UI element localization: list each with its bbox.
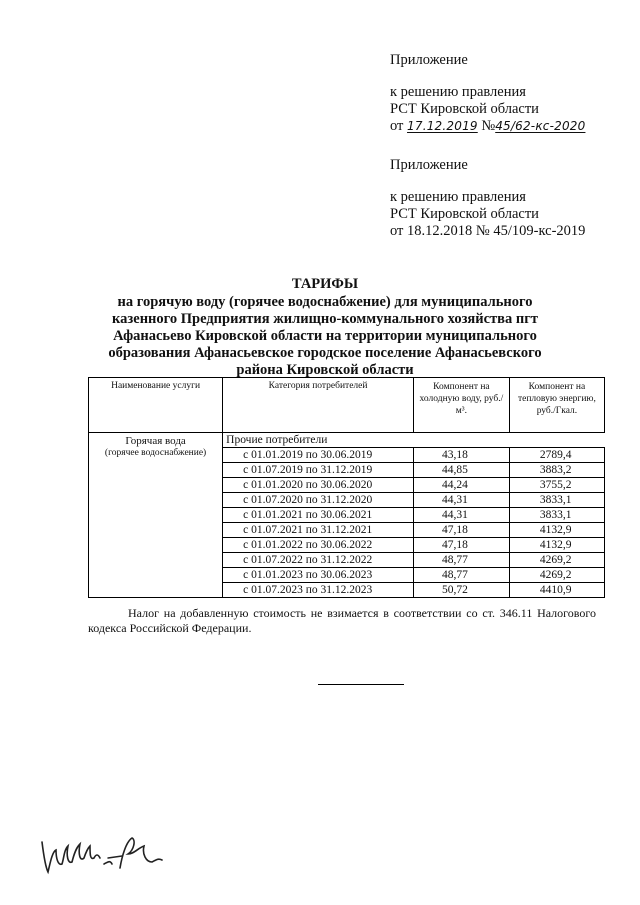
service-name: Горячая вода (125, 435, 186, 447)
service-name-cell (89, 433, 223, 598)
header-heat: Компонент на тепловую энергию, руб./Гкал. (509, 378, 604, 433)
rate-period: с 01.07.2023 по 31.12.2023 (223, 583, 414, 598)
signature-handwritten (38, 828, 168, 878)
rate-cold-water: 50,72 (413, 583, 509, 598)
rate-cold-water: 44,31 (413, 493, 509, 508)
rate-heat: 3833,1 (509, 493, 604, 508)
rate-cold-water: 43,18 (413, 448, 509, 463)
title-line: Афанасьево Кировской области на территории муниципального (113, 328, 537, 344)
rate-period: с 01.01.2021 по 30.06.2021 (223, 508, 414, 523)
rate-cold-water: 47,18 (413, 523, 509, 538)
rate-period: с 01.01.2023 по 30.06.2023 (223, 568, 414, 583)
rate-period: с 01.07.2020 по 31.12.2020 (223, 493, 414, 508)
rate-heat: 3833,1 (509, 508, 604, 523)
header-category: Категория потребителей (223, 378, 414, 433)
rate-period: с 01.07.2019 по 31.12.2019 (223, 463, 414, 478)
header-service: Наименование услуги (89, 378, 223, 433)
handwritten-date: 17.12.2019 (407, 119, 478, 133)
rate-period: с 01.01.2020 по 30.06.2020 (223, 478, 414, 493)
date-prefix: от (390, 118, 404, 134)
vat-note: Налог на добавленную стоимость не взимается в соответствии со ст. 346.11 Налогового кодекса Российской Федерации. (88, 606, 596, 635)
appendix-original-line2: РСТ Кировской области (390, 206, 539, 222)
rate-cold-water: 44,85 (413, 463, 509, 478)
document-title (80, 276, 570, 379)
title-line: образования Афанасьевское городское поселение Афанасьевского (108, 345, 542, 361)
service-subname: (горячее водоснабжение) (104, 448, 207, 458)
rate-period: с 01.07.2021 по 31.12.2021 (223, 523, 414, 538)
header-cold-water: Компонент на холодную воду, руб./м³. (413, 378, 509, 433)
title-line: казенного Предприятия жилищно-коммунального хозяйства пгт (112, 311, 538, 327)
tariff-table (88, 377, 605, 598)
rate-heat: 4132,9 (509, 538, 604, 553)
rate-heat: 4269,2 (509, 553, 604, 568)
rate-cold-water: 48,77 (413, 553, 509, 568)
rate-cold-water: 44,24 (413, 478, 509, 493)
rate-heat: 3755,2 (509, 478, 604, 493)
rate-heat: 4269,2 (509, 568, 604, 583)
rate-heat: 4410,9 (509, 583, 604, 598)
appendix-current-line2: РСТ Кировской области (390, 101, 539, 117)
tariff-table-body (89, 433, 605, 598)
appendix-original-line1: к решению правления (390, 189, 526, 205)
rate-period: с 01.07.2022 по 31.12.2022 (223, 553, 414, 568)
category-row (89, 433, 605, 448)
rate-cold-water: 48,77 (413, 568, 509, 583)
appendix-original-line3: от 18.12.2018 № 45/109-кс-2019 (390, 223, 586, 239)
rate-period: с 01.01.2019 по 30.06.2019 (223, 448, 414, 463)
appendix-current-label: Приложение (390, 52, 468, 68)
appendix-original-block (390, 157, 585, 240)
appendix-current-line3 (390, 118, 585, 135)
number-prefix: № (481, 118, 496, 134)
rate-heat: 2789,4 (509, 448, 604, 463)
rate-heat: 4132,9 (509, 523, 604, 538)
handwritten-number: 45/62-кс-2020 (495, 119, 586, 133)
appendix-current-line1: к решению правления (390, 84, 526, 100)
title-line: на горячую воду (горячее водоснабжение) для муниципального (117, 294, 533, 310)
appendix-original-label: Приложение (390, 157, 468, 173)
title-heading: ТАРИФЫ (291, 276, 359, 292)
rate-period: с 01.01.2022 по 30.06.2022 (223, 538, 414, 553)
rate-cold-water: 44,31 (413, 508, 509, 523)
closing-divider (318, 684, 404, 685)
title-line: района Кировской области (236, 362, 414, 378)
rate-heat: 3883,2 (509, 463, 604, 478)
appendix-current-block (390, 52, 585, 135)
rate-cold-water: 47,18 (413, 538, 509, 553)
consumer-category: Прочие потребители (223, 433, 605, 448)
